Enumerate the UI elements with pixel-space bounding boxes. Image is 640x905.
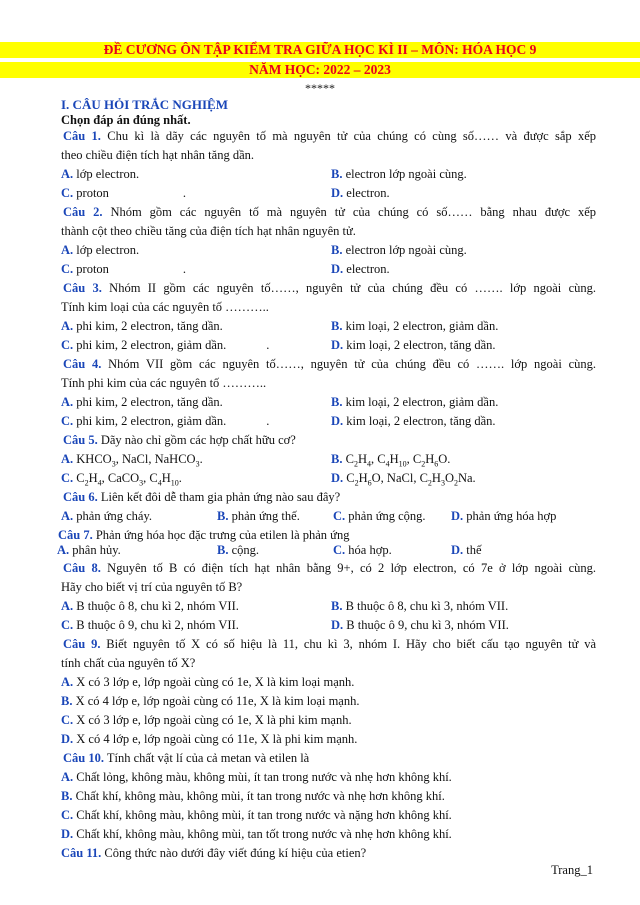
q9-option-a: A. X có 3 lớp e, lớp ngoài cùng có 1e, X là kim loại mạnh. bbox=[61, 675, 355, 689]
q10-option-d: D. Chất khí, không màu, không mùi, tan tốt trong nước và nhẹ hơn không khí. bbox=[61, 827, 452, 841]
q3-option-b: B. kim loại, 2 electron, giảm dần. bbox=[331, 319, 499, 333]
q1-option-a: A. lớp electron. bbox=[61, 167, 140, 181]
question-7: Câu 7. Phản ứng hóa học đặc trưng của etilen là phản ứng bbox=[58, 528, 350, 542]
question-8: Câu 8. Nguyên tố B có điện tích hạt nhân bằng 9+, có 2 lớp electron, có 7e ở lớp ngoài cùng. bbox=[63, 561, 596, 575]
page-number: Trang_1 bbox=[551, 863, 593, 877]
school-year: NĂM HỌC: 2022 – 2023 bbox=[0, 62, 640, 78]
question-1-cont: theo chiều điện tích hạt nhân tăng dần. bbox=[61, 148, 254, 162]
q10-option-a: A. Chất lỏng, không màu, không mùi, ít tan trong nước và nhẹ hơn không khí. bbox=[61, 770, 452, 784]
q10-option-c: C. Chất khí, không màu, không mùi, ít tan trong nước và nặng hơn không khí. bbox=[61, 808, 452, 822]
q8-option-b: B. B thuộc ô 8, chu kì 3, nhóm VII. bbox=[331, 599, 509, 613]
instruction: Chọn đáp án đúng nhất. bbox=[61, 113, 191, 127]
q6-option-b: B. phản ứng thế. bbox=[217, 509, 300, 523]
q7-option-d: D. thế bbox=[451, 543, 482, 557]
question-2-cont: thành cột theo chiều tăng của điện tích hạt nhân nguyên tử. bbox=[61, 224, 356, 238]
q4-option-a: A. phi kim, 2 electron, tăng dần. bbox=[61, 395, 223, 409]
q2-option-b: B. electron lớp ngoài cùng. bbox=[331, 243, 467, 257]
q1-option-c: C. proton . bbox=[61, 186, 187, 200]
question-1: Câu 1. Chu kì là dãy các nguyên tố mà nguyên tử của chúng có cùng số…… và được sắp xếp bbox=[63, 129, 596, 143]
question-9-cont: tính chất của nguyên tố X? bbox=[61, 656, 196, 670]
q5-option-a: A. $KHCO_3$, NaCl, NaHCO$_3$. bbox=[61, 452, 203, 469]
question-11: Câu 11. Công thức nào dưới đây viết đúng kí hiệu của etien? bbox=[61, 846, 367, 860]
question-6: Câu 6. Liên kết đôi dễ tham gia phản ứng nào sau đây? bbox=[63, 490, 341, 504]
question-9: Câu 9. Biết nguyên tố X có số hiệu là 11, chu kì 3, nhóm I. Hãy cho biết cấu tạo nguyên tử và bbox=[63, 637, 596, 651]
q3-option-d: D. kim loại, 2 electron, tăng dần. bbox=[331, 338, 496, 352]
q2-option-c: C. proton . bbox=[61, 262, 187, 276]
question-3: Câu 3. Nhóm II gồm các nguyên tố……, nguyên tử của chúng đều có ……. lớp ngoài cùng. bbox=[63, 281, 596, 295]
q1-option-d: D. electron. bbox=[331, 186, 390, 200]
q10-option-b: B. Chất khí, không màu, không mùi, ít tan trong nước và nhẹ hơn không khí. bbox=[61, 789, 445, 803]
q4-option-b: B. kim loại, 2 electron, giảm dần. bbox=[331, 395, 499, 409]
question-4: Câu 4. Nhóm VII gồm các nguyên tố……, nguyên tử của chúng đều có ……. lớp ngoài cùng. bbox=[63, 357, 596, 371]
q1-option-b: B. electron lớp ngoài cùng. bbox=[331, 167, 467, 181]
question-3-cont: Tính kim loại của các nguyên tố ……….. bbox=[61, 300, 269, 314]
q2-option-d: D. electron. bbox=[331, 262, 390, 276]
q5-option-d: D. $C_2H_6O$, NaCl, $C_2H_3O_2Na$. bbox=[331, 471, 476, 488]
q2-option-a: A. lớp electron. bbox=[61, 243, 140, 257]
q9-option-b: B. X có 4 lớp e, lớp ngoài cùng có 11e, X là kim loại mạnh. bbox=[61, 694, 360, 708]
q8-option-c: C. B thuộc ô 9, chu kì 2, nhóm VII. bbox=[61, 618, 239, 632]
q5-option-c: C. $C_2H_4$, CaCO$_3$, $C_4H_{10}$. bbox=[61, 471, 182, 488]
q8-option-a: A. B thuộc ô 8, chu kì 2, nhóm VII. bbox=[61, 599, 239, 613]
q6-option-d: D. phản ứng hóa hợp bbox=[451, 509, 557, 523]
document-title: ĐỀ CƯƠNG ÔN TẬP KIỂM TRA GIỮA HỌC KÌ II – MÔN: HÓA HỌC 9 bbox=[0, 42, 640, 58]
q9-option-c: C. X có 3 lớp e, lớp ngoài cùng có 1e, X là phi kim mạnh. bbox=[61, 713, 352, 727]
q6-option-c: C. phản ứng cộng. bbox=[333, 509, 426, 523]
q9-option-d: D. X có 4 lớp e, lớp ngoài cùng có 11e, X là phi kim mạnh. bbox=[61, 732, 358, 746]
question-8-cont: Hãy cho biết vị trí của nguyên tố B? bbox=[61, 580, 243, 594]
q3-option-c: C. phi kim, 2 electron, giảm dần. . bbox=[61, 338, 270, 352]
stars-divider: ***** bbox=[305, 81, 335, 95]
q5-option-b: B. $C_2H_4$, $C_4H_{10}$, $C_2H_6O$. bbox=[331, 452, 451, 469]
q3-option-a: A. phi kim, 2 electron, tăng dần. bbox=[61, 319, 223, 333]
q4-option-d: D. kim loại, 2 electron, tăng dần. bbox=[331, 414, 496, 428]
q4-option-c: C. phi kim, 2 electron, giảm dần. . bbox=[61, 414, 270, 428]
q7-option-b: B. cộng. bbox=[217, 543, 260, 557]
q7-option-c: C. hóa hợp. bbox=[333, 543, 392, 557]
question-2: Câu 2. Nhóm gồm các nguyên tố mà nguyên tử của chúng có số…… bằng nhau được xếp bbox=[63, 205, 597, 219]
question-10: Câu 10. Tính chất vật lí của cả metan và etilen là bbox=[63, 751, 310, 765]
q7-option-a: A. phân hủy. bbox=[57, 543, 121, 557]
question-4-cont: Tính phi kim của các nguyên tố ……….. bbox=[61, 376, 267, 390]
question-5: Câu 5. Dãy nào chỉ gồm các hợp chất hữu cơ? bbox=[63, 433, 296, 447]
section-title: I. CÂU HỎI TRẮC NGHIỆM bbox=[61, 97, 228, 112]
q6-option-a: A. phản ứng cháy. bbox=[61, 509, 153, 523]
q8-option-d: D. B thuộc ô 9, chu kì 3, nhóm VII. bbox=[331, 618, 509, 632]
